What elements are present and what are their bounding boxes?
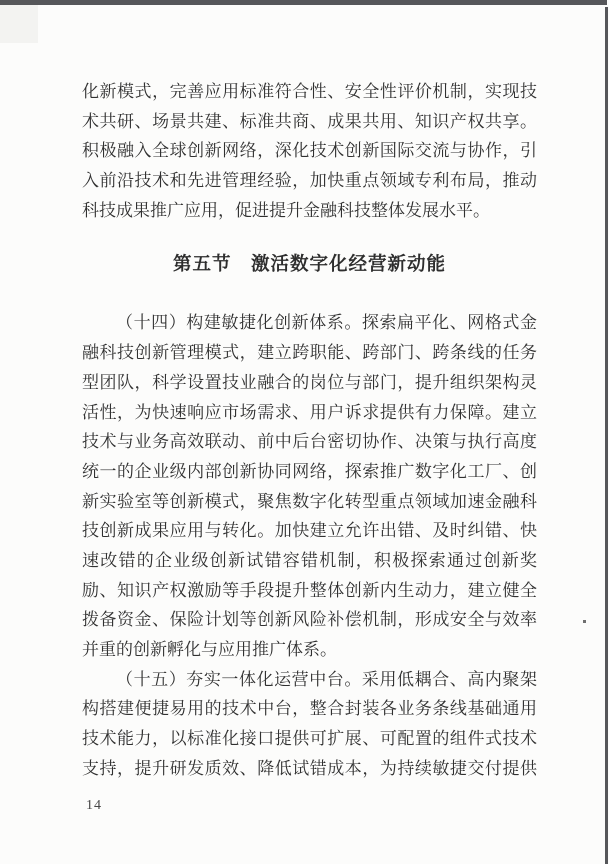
paragraph-15 xyxy=(82,665,537,784)
text-line: 化新模式，完善应用标准符合性、安全性评价机制，实现技 xyxy=(82,82,537,101)
paragraph-14 xyxy=(82,308,537,664)
text-line: 统一的企业级内部创新协同网络，探索推广数字化工厂、创 xyxy=(82,461,537,481)
text-line: 技术能力，以标准化接口提供可扩展、可配置的组件式技术 xyxy=(82,729,537,749)
text-line: 融科技创新管理模式，建立跨职能、跨部门、跨条线的任务 xyxy=(82,343,537,363)
section-heading: 第五节 激活数字化经营新动能 xyxy=(172,255,446,276)
scan-smudge-topleft xyxy=(0,5,38,43)
text-line: 速改错的企业级创新试错容错机制，积极探索通过创新奖 xyxy=(82,550,537,570)
text-line: （十五）夯实一体化运营中台。采用低耦合、高内聚架 xyxy=(116,669,537,689)
scan-edge-right xyxy=(605,7,608,864)
text-line: 构搭建便捷易用的技术中台，整合封装各业务条线基础通用 xyxy=(82,699,537,719)
text-line: 技术与业务高效联动、前中后台密切协作、决策与执行高度 xyxy=(82,432,537,452)
text-line: 型团队，科学设置技业融合的岗位与部门，提升组织架构灵 xyxy=(82,372,537,392)
text-line: 技创新成果应用与转化。加快建立允许出错、及时纠错、快 xyxy=(82,521,537,541)
text-line: 入前沿技术和先进管理经验，加快重点领域专利布局，推动 xyxy=(82,171,537,191)
text-line: 支持，提升研发质效、降低试错成本，为持续敏捷交付提供 xyxy=(82,758,537,778)
text-line: 新实验室等创新模式，聚焦数字化转型重点领域加速金融科 xyxy=(82,491,537,511)
text-line: 科技成果推广应用，促进提升金融科技整体发展水平。 xyxy=(82,200,490,220)
text-line: 并重的创新孵化与应用推广体系。 xyxy=(82,640,337,659)
scan-edge-top xyxy=(0,0,607,5)
text-line: 励、知识产权激励等手段提升整体创新内生动力，建立健全 xyxy=(82,580,537,600)
page-content xyxy=(82,77,537,783)
text-line: 积极融入全球创新网络，深化技术创新国际交流与协作，引 xyxy=(82,141,537,161)
page-number: 14 xyxy=(86,798,102,813)
text-line: 术共研、场景共建、标准共商、成果共用、知识产权共享。 xyxy=(82,111,537,131)
scan-speck xyxy=(583,620,586,623)
text-line: 活性，为快速响应市场需求、用户诉求提供有力保障。建立 xyxy=(82,402,537,422)
text-line: 拨备资金、保险计划等创新风险补偿机制，形成安全与效率 xyxy=(82,610,537,630)
text-line: （十四）构建敏捷化创新体系。探索扁平化、网格式金 xyxy=(116,313,537,333)
intro-paragraph xyxy=(82,77,537,225)
